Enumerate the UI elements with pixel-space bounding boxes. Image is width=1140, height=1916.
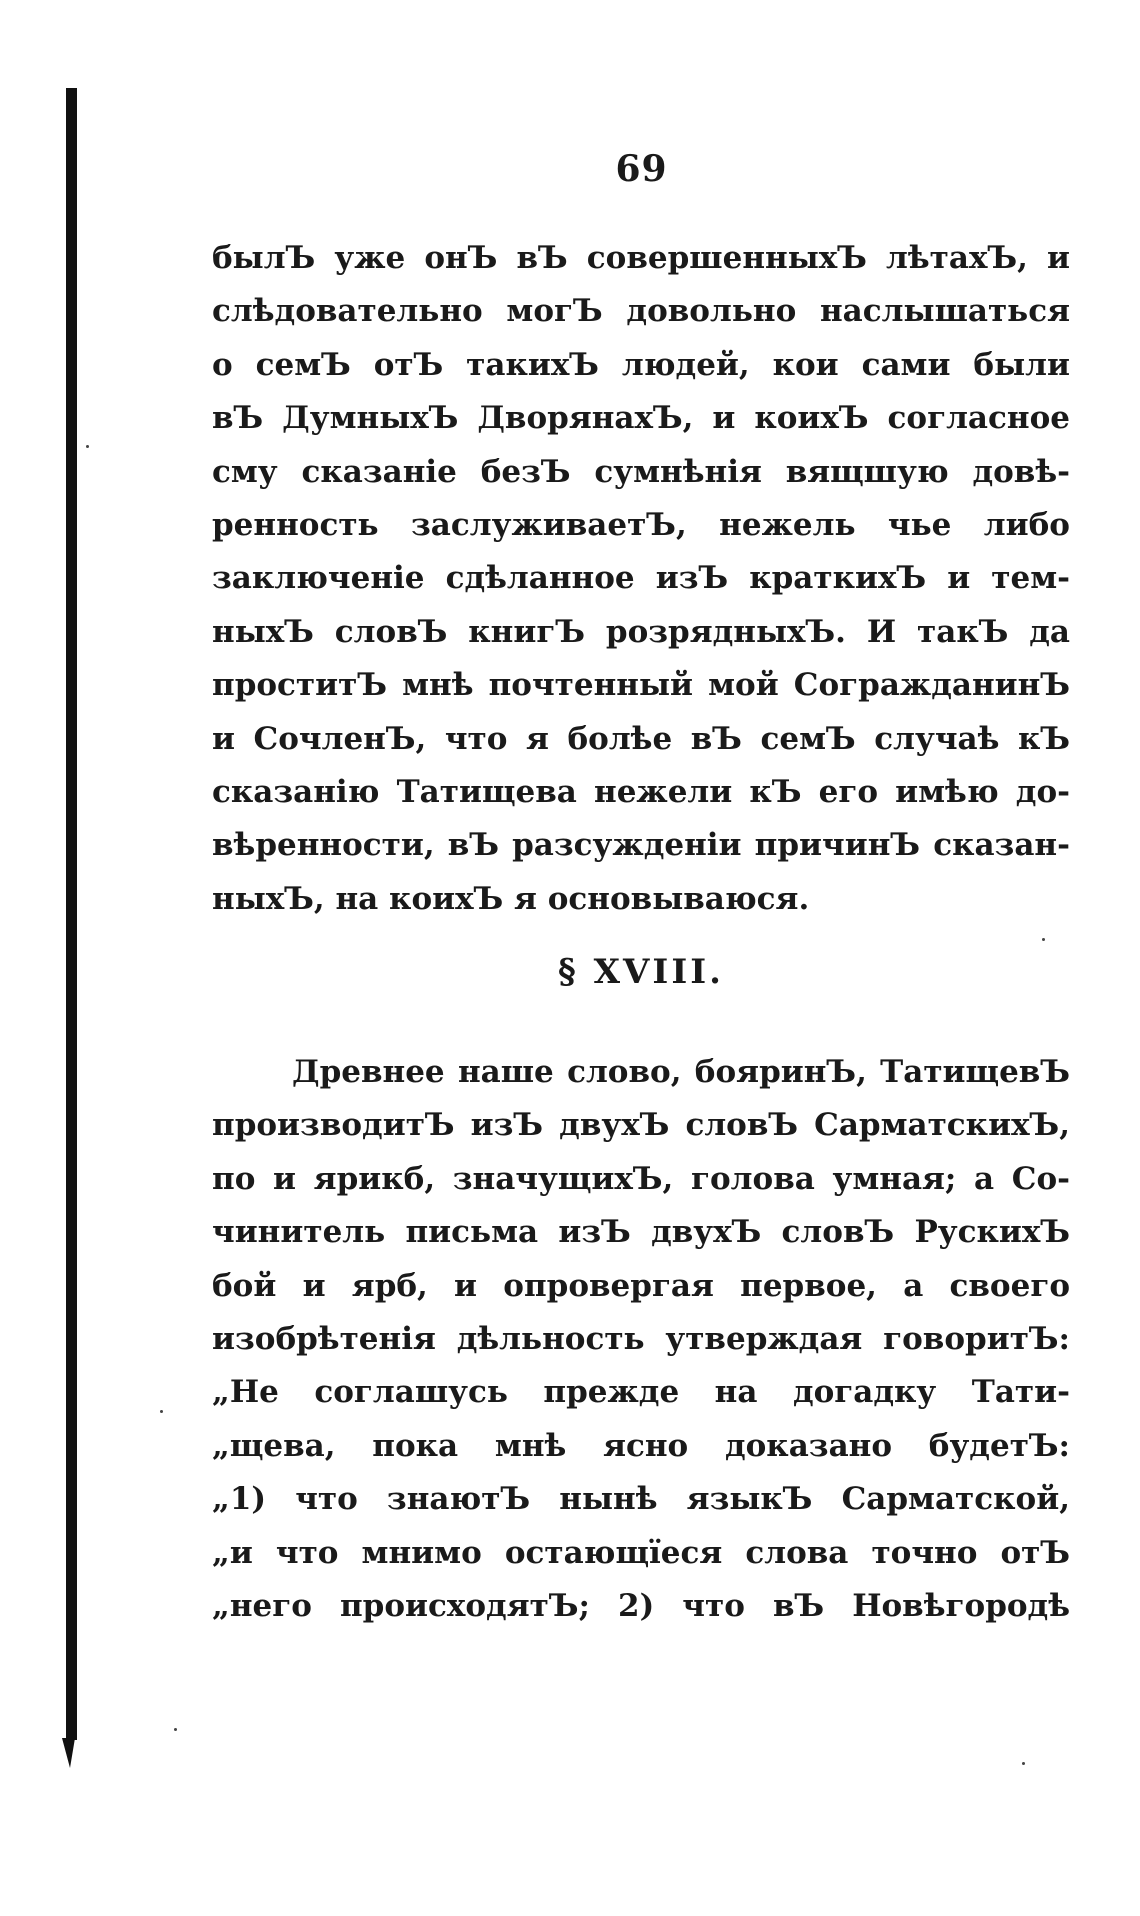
section-heading: § XVIII. (558, 952, 724, 992)
paragraph-2 (212, 1046, 1070, 1633)
text-line: „и что мнимо остающїеся слова точно отЪ (212, 1534, 1070, 1571)
text-line: изобрѣтенія дѣльность утверждая говоритЪ: (212, 1320, 1070, 1357)
text-line: и СочленЪ, что я болѣе вЪ семЪ случаѣ кЪ (212, 720, 1070, 757)
text-line: чинитель письма изЪ двухЪ словЪ РускихЪ (212, 1214, 1070, 1251)
text-line: вЪ ДумныхЪ ДворянахЪ, и коихЪ согласное (212, 400, 1070, 437)
text-line: „1) что знаютЪ нынѣ языкЪ Сарматской, (212, 1481, 1070, 1518)
print-speck (1042, 938, 1045, 941)
text-line: „щева, пока мнѣ ясно доказано будетЪ: (212, 1427, 1070, 1464)
print-speck (1022, 1762, 1025, 1765)
print-speck (86, 445, 89, 448)
paragraph-1 (212, 232, 1070, 926)
text-line: проститЪ мнѣ почтенный мой СогражданинЪ (212, 667, 1070, 704)
text-line: слѣдовательно могЪ довольно наслышаться (212, 293, 1070, 330)
text-line: сказанію Татищева нежели кЪ его имѣю до- (212, 773, 1070, 810)
page-number: 69 (615, 148, 668, 190)
text-line: заключеніе сдѣланное изЪ краткихЪ и тем- (212, 560, 1070, 597)
text-line: производитЪ изЪ двухЪ словЪ СарматскихЪ, (212, 1107, 1070, 1144)
text-line: ныхЪ словЪ книгЪ розрядныхЪ. И такЪ да (212, 613, 1070, 650)
binding-edge (66, 88, 77, 1740)
text-line: вѣренности, вЪ разсужденіи причинЪ сказан- (212, 827, 1070, 864)
text-line: по и ярикб, значущихЪ, голова умная; а Со- (212, 1160, 1070, 1197)
text-line: „Не соглашусь прежде на догадку Тати- (212, 1374, 1070, 1411)
print-speck (160, 1410, 163, 1413)
text-line: былЪ уже онЪ вЪ совершенныхЪ лѣтахЪ, и (212, 240, 1070, 276)
text-line: „него происходятЪ; 2) что вЪ Новѣгородѣ (212, 1587, 1070, 1624)
text-line: Древнее наше слово, бояринЪ, ТатищевЪ (292, 1054, 1070, 1090)
text-line: бой и ярб, и опровергая первое, а своего (212, 1267, 1070, 1304)
text-line: сму сказаніе безЪ сумнѣнія вящшую довѣ- (212, 453, 1070, 490)
text-line: ныхЪ, на коихЪ я основываюся. (212, 880, 810, 917)
print-speck (174, 1728, 177, 1731)
text-line: о семЪ отЪ такихЪ людей, кои сами были (212, 346, 1070, 383)
text-line: ренность заслуживаетЪ, нежель чье либо (212, 506, 1070, 543)
